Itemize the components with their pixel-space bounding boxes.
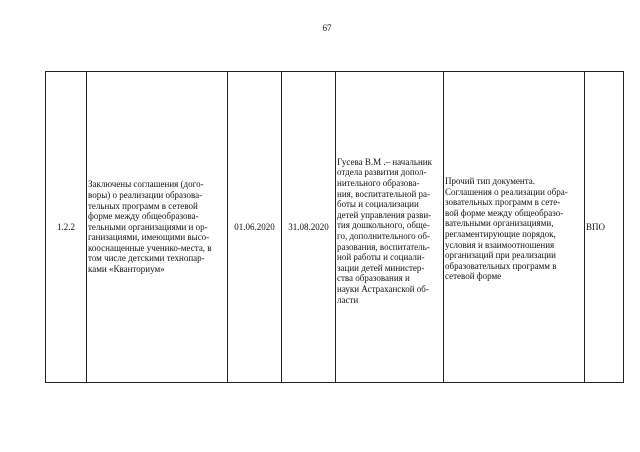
plan-table: [45, 71, 624, 383]
end-date-cell: [282, 72, 336, 383]
document-cell: [444, 72, 585, 383]
item-number-cell: [46, 72, 87, 383]
document-description: Прочий тип документа. Соглашения о реализации обра- зовательных программ в сете- вой форме между общеобразо- вательными организациями, регламентирующие порядок, условия и взаимоотношения организаций при реализации образовательных программ в сетевой форме: [445, 176, 568, 282]
table-row: [46, 72, 624, 383]
start-date: 01.06.2020: [234, 221, 275, 232]
description-cell: [87, 72, 228, 383]
responsible-cell: [336, 72, 444, 383]
page-number: 67: [322, 23, 332, 33]
event-description: Заключены соглашения (дого- воры) о реализации образова- тельных программ в сетевой форме между общеобразова- тельными организациями и ор- ганизациями, имеющими высо- кооснащенные ученико-места, в том числе детскими технопар- ками «Кванториум»: [88, 179, 212, 275]
end-date: 31.08.2020: [288, 221, 329, 232]
start-date-cell: [228, 72, 282, 383]
responsible-person: Гусева В.М .– начальник отдела развития допол- нительного образова- ния, воспитательной ра- боты и социализации детей управления разви- тия дошкольного, обще- го, дополнительного об- разования, воспитатель- ной работы и социали- зации детей министер- ства образования и науки Астраханской об- ласти: [337, 156, 432, 305]
item-number: 1.2.2: [57, 221, 75, 232]
level-code: ВПО: [586, 221, 606, 232]
code-cell: [585, 72, 624, 383]
